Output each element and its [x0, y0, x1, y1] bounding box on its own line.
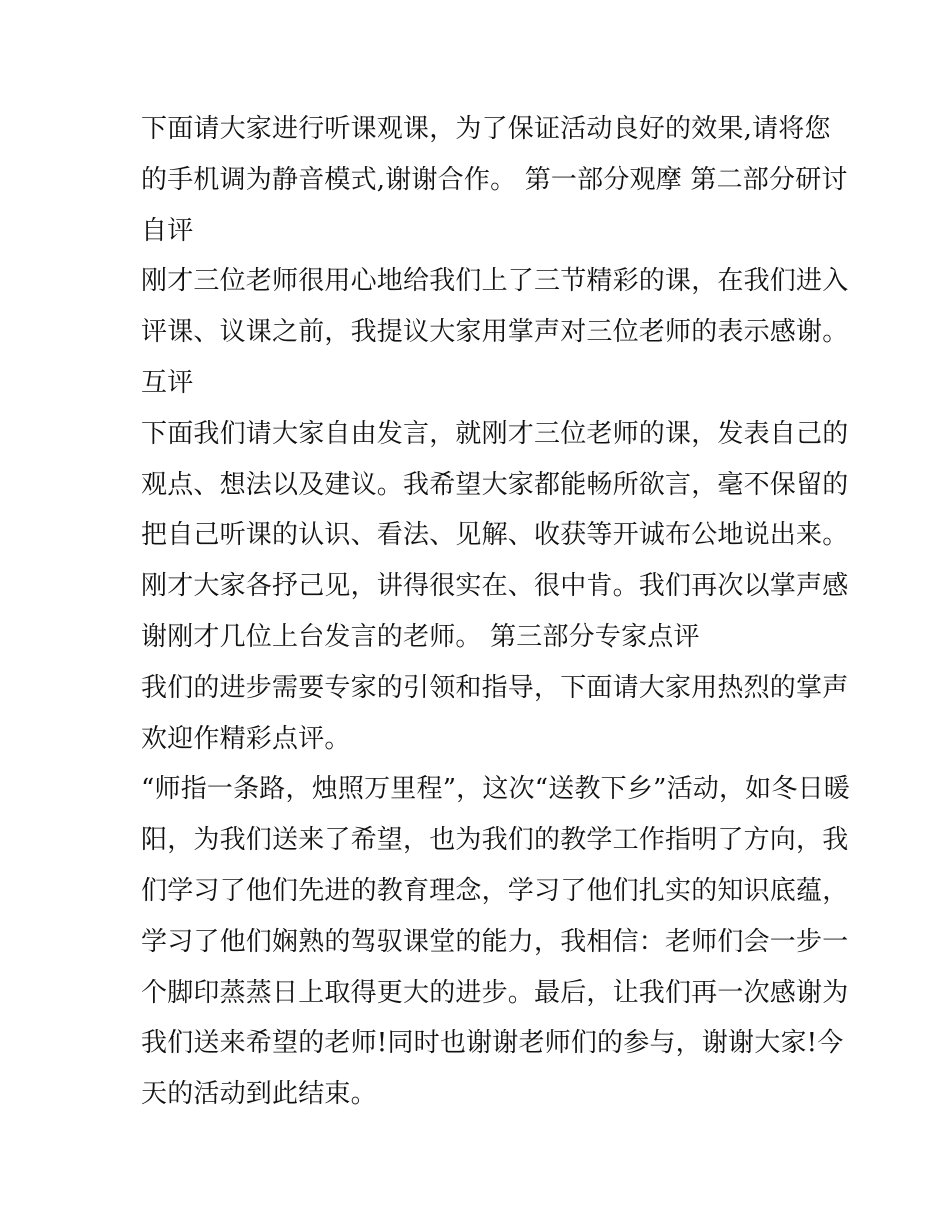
text-line: 我们的进步需要专家的引领和指导，下面请大家用热烈的掌声 — [141, 672, 849, 703]
text-line: 谢刚才几位上台发言的老师。 第三部分专家点评 — [141, 621, 700, 652]
text-line: 的手机调为静音模式,谢谢合作。 第一部分观摩 第二部分研讨 — [141, 164, 848, 195]
text-line: 天的活动到此结束。 — [141, 1079, 377, 1110]
text-line: 学习了他们娴熟的驾驭课堂的能力，我相信：老师们会一步一 — [141, 926, 849, 957]
text-line: 我们送来希望的老师!同时也谢谢老师们的参与，谢谢大家!今 — [141, 1028, 844, 1059]
text-line: 观点、想法以及建议。我希望大家都能畅所欲言，毫不保留的 — [141, 469, 849, 500]
section-heading: 互评 — [141, 367, 194, 398]
section-heading: 自评 — [141, 215, 194, 246]
text-line: 下面请大家进行听课观课，为了保证活动良好的效果,请将您 — [141, 114, 831, 144]
text-line: 把自己听课的认识、看法、见解、收获等开诚布公地说出来。 — [141, 520, 849, 551]
text-line: “师指一条路，烛照万里程”，这次“送教下乡”活动，如冬日暖 — [141, 774, 850, 805]
text-line: 下面我们请大家自由发言，就刚才三位老师的课，发表自己的 — [141, 418, 849, 449]
text-line: 欢迎作精彩点评。 — [141, 723, 351, 754]
text-line: 们学习了他们先进的教育理念，学习了他们扎实的知识底蕴， — [141, 875, 849, 906]
text-line: 阳，为我们送来了希望，也为我们的教学工作指明了方向，我 — [141, 825, 849, 856]
text-line: 评课、议课之前，我提议大家用掌声对三位老师的表示感谢。 — [141, 317, 849, 348]
text-line: 刚才大家各抒己见，讲得很实在、很中肯。我们再次以掌声感 — [141, 571, 849, 602]
document-body — [141, 104, 850, 1120]
text-line: 个脚印蒸蒸日上取得更大的进步。最后，让我们再一次感谢为 — [141, 977, 849, 1008]
text-line: 刚才三位老师很用心地给我们上了三节精彩的课，在我们进入 — [141, 266, 849, 297]
